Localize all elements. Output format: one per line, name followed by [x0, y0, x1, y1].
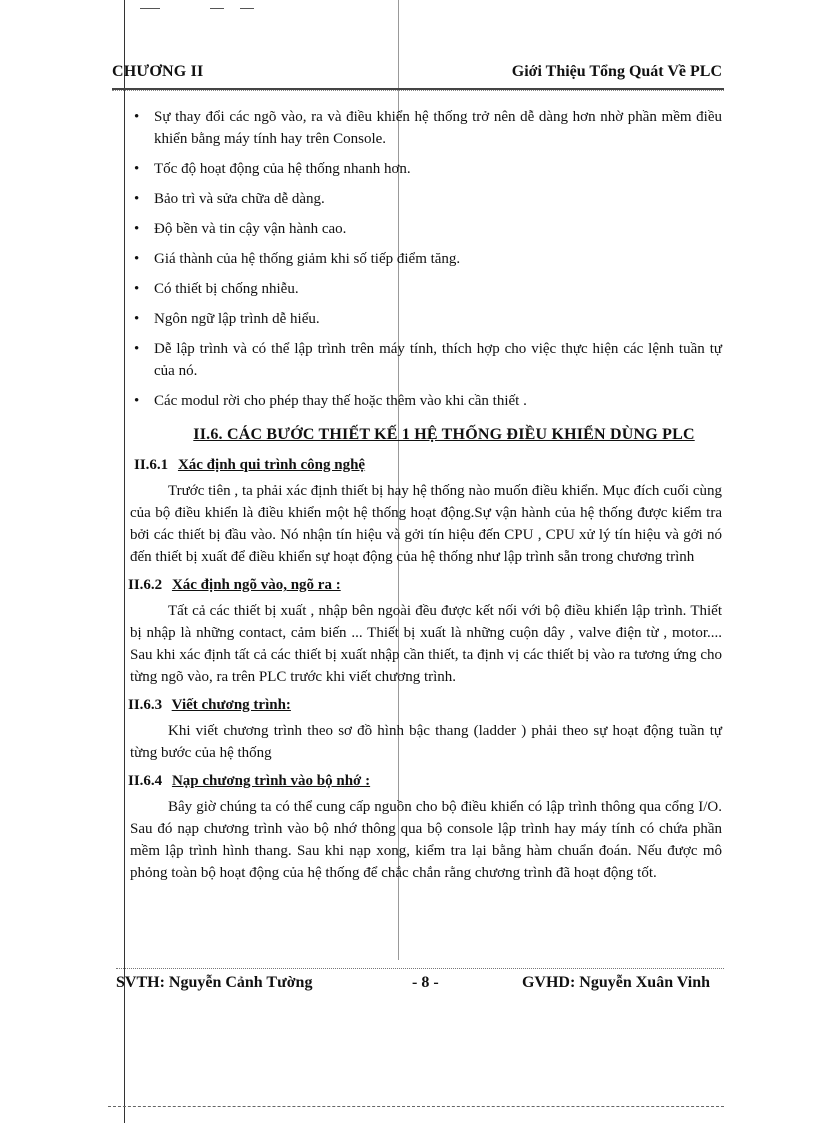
page-content: [110, 106, 722, 890]
page-number: - 8 -: [412, 974, 439, 991]
subsection-number: II.6.2: [128, 577, 163, 593]
paragraph: Tất cả các thiết bị xuất , nhập bên ngoài đều được kết nối với bộ điều khiển lập trình. Thiết bị nhập là những contact, cảm biến ... Thiết bị xuất là những cuộn dây , valve điện từ , motor.... Sau khi xác định tất cả các thiết bị xuất nhập cần thiết, ta định vị các thiết bị vào ra tương ứng cho từng ngõ vào, ra trên PLC trước khi viết chương trình.: [130, 603, 722, 685]
list-item: • Ngôn ngữ lập trình dễ hiểu.: [110, 308, 722, 330]
list-item: • Độ bền và tin cậy vận hành cao.: [110, 218, 722, 240]
scan-top-dash: [140, 8, 160, 9]
subsection-title: Viết chương trình:: [171, 697, 291, 713]
subsection-heading: [110, 574, 722, 596]
paragraph: Bây giờ chúng ta có thể cung cấp nguồn cho bộ điều khiển có lập trình thông qua cổng I/O. Sau đó nạp chương trình vào bộ nhớ thông qua bộ console lập trình hay máy tính có chứa phần mềm lập trình hình thang. Sau khi nạp xong, kiểm tra lại bằng hàm chuẩn đoán. Nếu được mô phỏng toàn bộ hoạt động của hệ thống để chắc chắn rằng chương trình đã hoạt động tốt.: [130, 799, 722, 881]
paragraph: Khi viết chương trình theo sơ đồ hình bậc thang (ladder ) phải theo sự hoạt động tuần tự từng bước của hệ thống: [130, 723, 722, 761]
subsection-number: II.6.1: [134, 457, 169, 473]
subsection-heading: [110, 454, 722, 476]
subsection-heading: [110, 770, 722, 792]
scan-bottom-dashes: [108, 1106, 724, 1107]
page-header: [112, 63, 722, 87]
list-item: • Dễ lập trình và có thể lập trình trên máy tính, thích hợp cho việc thực hiện các lệnh tuần tự của nó.: [110, 338, 722, 382]
subsection-title: Nạp chương trình vào bộ nhớ :: [171, 773, 371, 789]
advisor-name: GVHD: Nguyễn Xuân Vinh: [521, 974, 710, 991]
section-heading: II.6. CÁC BƯỚC THIẾT KẾ 1 HỆ THỐNG ĐIỀU KHIỂN DÙNG PLC: [193, 426, 695, 443]
paragraph: Trước tiên , ta phải xác định thiết bị hay hệ thống nào muốn điều khiển. Mục đích cuối cùng của bộ điều khiển là điều khiển một hệ thống hoạt động.Sự vận hành của hệ thống được kiểm tra bởi các thiết bị đầu vào. Nó nhận tín hiệu và gởi tín hiệu đến CPU , CPU xử lý tín hiệu và gởi nó đến thiết bị xuất để điều khiển sự hoạt động của hệ thống như lập trình sẵn trong chương trình: [130, 483, 722, 565]
header-rule: [112, 88, 724, 91]
subsection-number: II.6.4: [128, 773, 163, 789]
list-item: • Giá thành của hệ thống giảm khi số tiếp điểm tăng.: [110, 248, 722, 270]
subsection-heading: [110, 694, 722, 716]
scan-top-dash: [210, 8, 224, 9]
list-item: • Sự thay đổi các ngõ vào, ra và điều khiển hệ thống trở nên dễ dàng hơn nhờ phần mềm điều khiển bằng máy tính hay trên Console.: [110, 106, 722, 150]
subsection-title: Xác định qui trình công nghệ: [177, 457, 366, 473]
chapter-title: Giới Thiệu Tổng Quát Về PLC: [511, 63, 722, 80]
list-item: • Có thiết bị chống nhiễu.: [110, 278, 722, 300]
list-item: • Tốc độ hoạt động của hệ thống nhanh hơn.: [110, 158, 722, 180]
subsection-title: Xác định ngõ vào, ngõ ra :: [171, 577, 341, 593]
advantages-list: [110, 106, 722, 412]
list-item: • Các modul rời cho phép thay thế hoặc thêm vào khi cần thiết .: [110, 390, 722, 412]
subsection-number: II.6.3: [128, 697, 163, 713]
student-name: SVTH: Nguyễn Cảnh Tường: [116, 974, 313, 991]
list-item: • Bảo trì và sửa chữa dễ dàng.: [110, 188, 722, 210]
scan-top-dash: [240, 8, 254, 9]
footer-rule: [116, 968, 724, 969]
chapter-label: CHƯƠNG II: [112, 63, 204, 80]
